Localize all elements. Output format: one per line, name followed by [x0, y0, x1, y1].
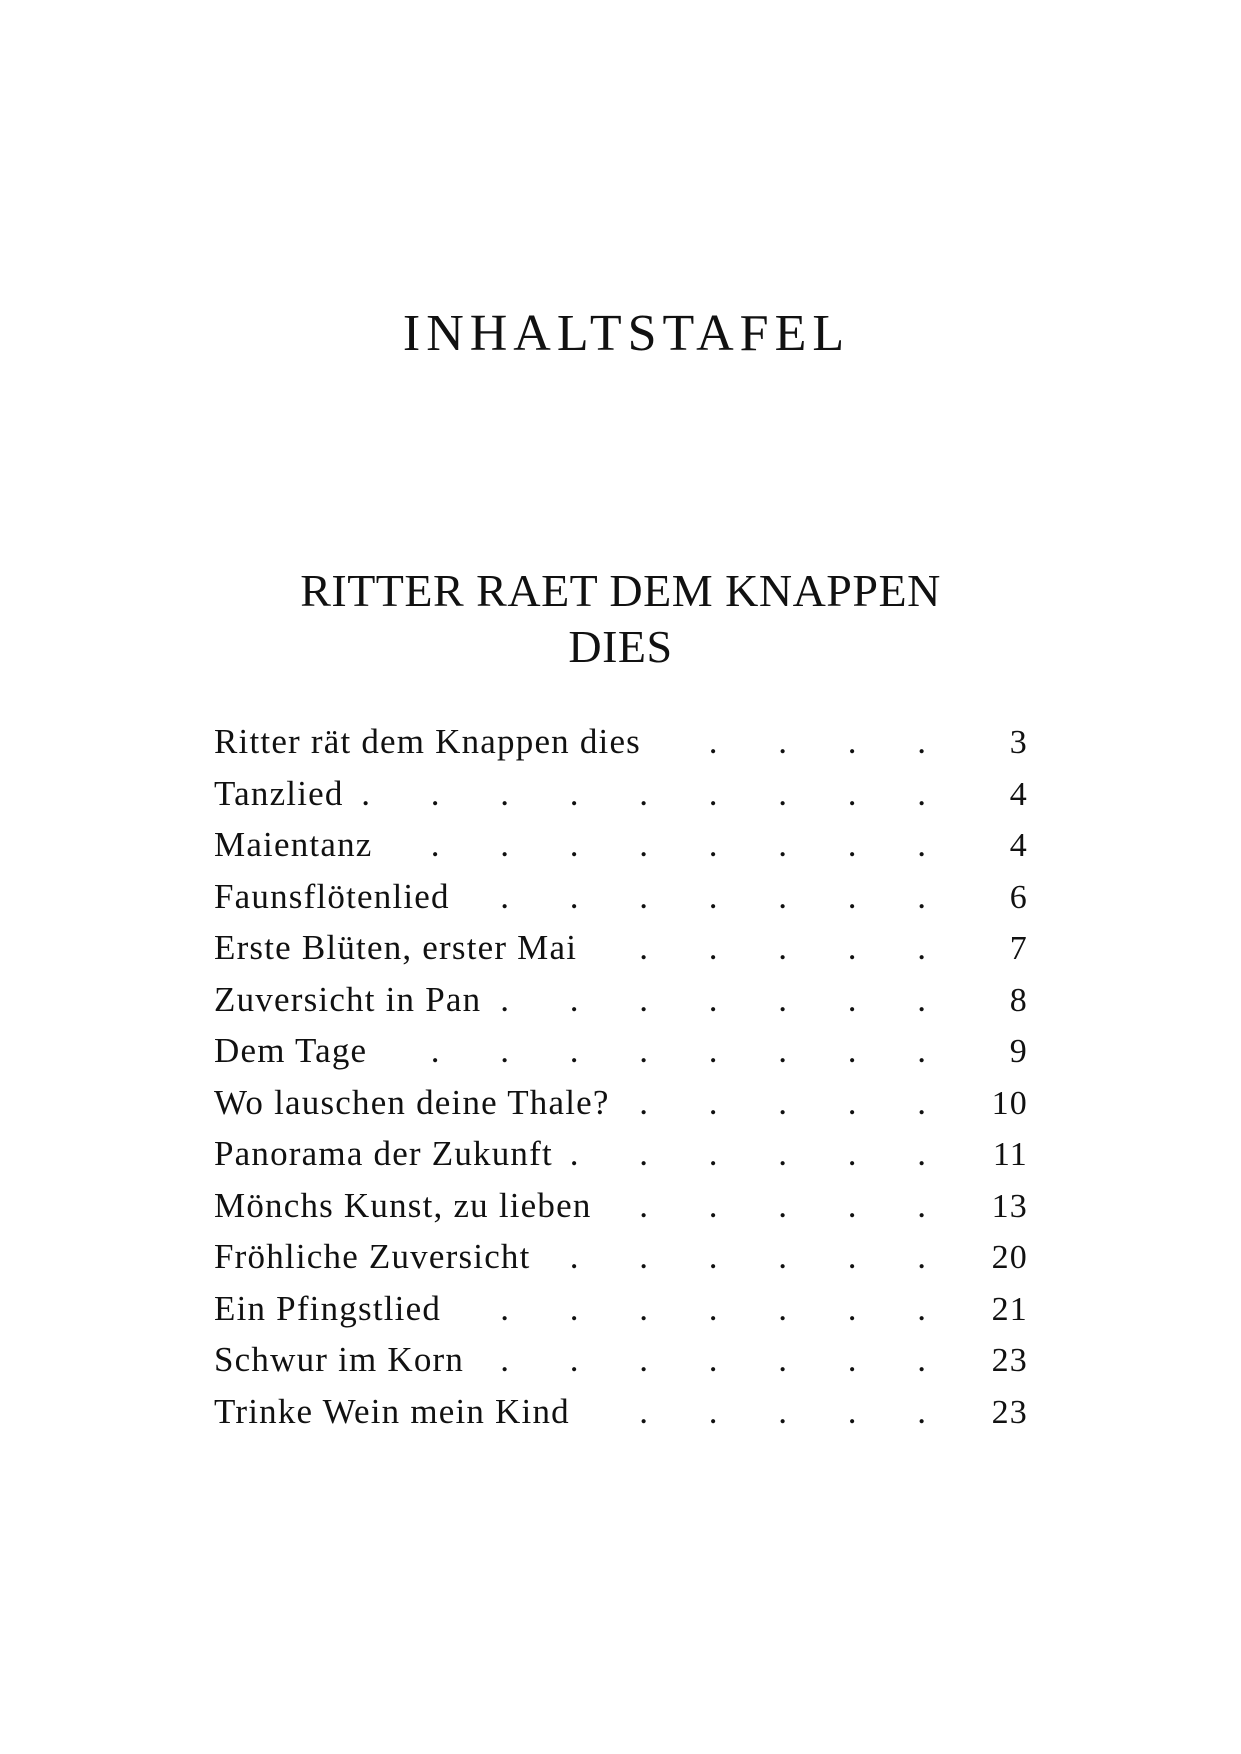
toc-entry[interactable] [214, 1231, 1028, 1283]
dot-leader [606, 1180, 952, 1232]
toc-entry[interactable] [214, 922, 1028, 974]
section-heading-line-1: RITTER RAET DEM KNAPPEN [300, 565, 941, 616]
dot-leader [464, 871, 952, 923]
toc-entry[interactable] [214, 768, 1028, 820]
section-heading-line-2: DIES [568, 621, 673, 672]
dot-leader [381, 1025, 952, 1077]
dot-leader [478, 1334, 952, 1386]
dot-leader [358, 768, 952, 820]
toc-entry-page: 9 [1009, 1033, 1028, 1070]
toc-entry[interactable] [214, 1025, 1028, 1077]
toc-entry[interactable] [214, 871, 1028, 923]
toc-entry[interactable] [214, 1334, 1028, 1386]
toc-entry[interactable] [214, 1180, 1028, 1232]
toc-entry-page: 21 [991, 1290, 1028, 1328]
dot-leader [455, 1283, 952, 1335]
toc-entry-page: 23 [991, 1393, 1028, 1431]
dot-leader [655, 716, 952, 768]
toc-entry-page: 4 [1009, 827, 1028, 864]
toc-entry-page: 8 [1009, 981, 1028, 1019]
toc-entry-title: Zuversicht in Pan [214, 979, 482, 1019]
table-of-contents [214, 716, 1028, 1437]
toc-entry-page: 6 [1009, 878, 1028, 916]
toc-entry-page: 20 [991, 1239, 1028, 1276]
toc-entry-title: Trinke Wein mein Kind [214, 1391, 570, 1431]
toc-entry[interactable] [214, 819, 1028, 871]
toc-entry-title: Wo lauschen deine Thale? [214, 1082, 610, 1122]
toc-entry-title: Mönchs Kunst, zu lieben [214, 1185, 592, 1225]
toc-entry-title: Tanzlied [214, 773, 344, 813]
toc-entry-title: Erste Blüten, erster Mai [214, 928, 578, 967]
dot-leader [567, 1128, 952, 1180]
toc-entry-page: 23 [991, 1342, 1028, 1379]
dot-leader [584, 1386, 952, 1438]
toc-entry[interactable] [214, 716, 1028, 768]
toc-entry-title: Ritter rät dem Knappen dies [214, 722, 642, 761]
toc-entry-page: 7 [1009, 930, 1028, 967]
dot-leader [624, 1077, 952, 1129]
toc-entry[interactable] [214, 1077, 1028, 1129]
dot-leader [545, 1231, 952, 1283]
toc-entry-page: 3 [1009, 724, 1028, 761]
dot-leader [591, 922, 952, 974]
toc-entry-title: Faunsflötenlied [214, 876, 450, 916]
toc-entry[interactable] [214, 974, 1028, 1026]
toc-entry[interactable] [214, 1128, 1028, 1180]
dot-leader [387, 819, 952, 871]
toc-entry-page: 11 [992, 1136, 1028, 1173]
toc-entry-page: 13 [991, 1187, 1028, 1225]
section-heading [0, 563, 1241, 675]
toc-entry-title: Schwur im Korn [214, 1340, 465, 1379]
toc-entry[interactable] [214, 1283, 1028, 1335]
toc-entry-page: 10 [991, 1084, 1028, 1122]
page-title: INHALTSTAFEL [402, 305, 851, 362]
toc-entry-page: 4 [1009, 775, 1028, 813]
toc-entry-title: Dem Tage [214, 1031, 368, 1070]
dot-leader [495, 974, 952, 1026]
toc-entry-title: Fröhliche Zuversicht [214, 1237, 531, 1276]
toc-entry-title: Ein Pfingstlied [214, 1288, 442, 1328]
toc-entry-title: Maientanz [214, 825, 373, 864]
toc-entry[interactable] [214, 1386, 1028, 1438]
toc-entry-title: Panorama der Zukunft [214, 1134, 553, 1173]
